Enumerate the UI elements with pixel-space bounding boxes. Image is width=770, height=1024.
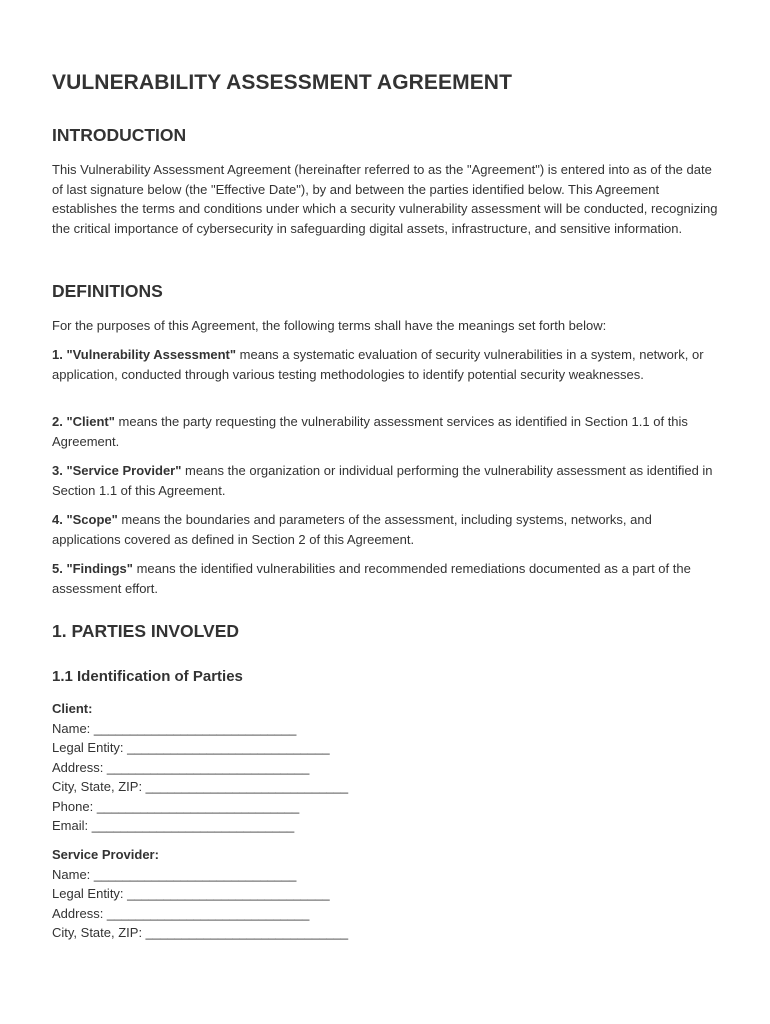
definition-term: 4. "Scope" xyxy=(52,512,118,527)
client-city-state-zip-field[interactable]: City, State, ZIP: ____________________________ xyxy=(52,779,349,794)
client-email-field[interactable]: Email: ____________________________ xyxy=(52,818,295,833)
definition-text: means a systematic evaluation of security vulnerabilities in a system, network, or application, conducted through various testing methodologies to identify potential security weaknesses. xyxy=(52,347,704,382)
definition-text: means the boundaries and parameters of the assessment, including systems, networks, and applications covered as defined in Section 2 of this Agreement. xyxy=(52,512,652,547)
identification-subheading: 1.1 Identification of Parties xyxy=(52,668,243,685)
definition-text: means the party requesting the vulnerability assessment services as identified in Section 1.1 of this Agreement. xyxy=(52,414,688,449)
definitions-heading: DEFINITIONS xyxy=(52,281,163,301)
provider-name-field[interactable]: Name: ____________________________ xyxy=(52,866,297,882)
document-title: VULNERABILITY ASSESSMENT AGREEMENT xyxy=(52,71,512,94)
client-phone-field[interactable]: Phone: ____________________________ xyxy=(52,798,300,814)
definition-term: 5. "Findings" xyxy=(52,561,133,576)
provider-legal-entity-field[interactable]: Legal Entity: ____________________________ xyxy=(52,886,330,901)
service-provider-block xyxy=(52,845,348,943)
client-label: Client: xyxy=(52,701,93,716)
introduction-heading: INTRODUCTION xyxy=(52,125,187,145)
introduction-paragraph: This Vulnerability Assessment Agreement (hereinafter referred to as the "Agreement") is entered into as of the date of last signature below (the "Effective Date"), by and between the parties identified below. This Agreement establishes the terms and conditions under which a security vulnerability assessment will be conducted, recognizing the critical importance of cybersecurity in safeguarding digital assets, infrastructure, and sensitive information. xyxy=(52,162,718,236)
definition-item xyxy=(52,461,720,500)
provider-city-state-zip-field[interactable]: City, State, ZIP: ____________________________ xyxy=(52,925,349,940)
definition-term: 1. "Vulnerability Assessment" xyxy=(52,347,237,362)
provider-address-field[interactable]: Address: ____________________________ xyxy=(52,905,310,921)
definition-item xyxy=(52,412,720,451)
definition-item xyxy=(52,345,720,384)
definitions-intro: For the purposes of this Agreement, the following terms shall have the meanings set forth below: xyxy=(52,318,607,333)
definition-term: 3. "Service Provider" xyxy=(52,463,182,478)
client-block xyxy=(52,699,348,836)
service-provider-label: Service Provider: xyxy=(52,847,159,862)
definition-term: 2. "Client" xyxy=(52,414,115,429)
definition-text: means the identified vulnerabilities and recommended remediations documented as a part of the assessment effort. xyxy=(52,561,691,596)
client-legal-entity-field[interactable]: Legal Entity: ____________________________ xyxy=(52,740,330,755)
parties-heading: 1. PARTIES INVOLVED xyxy=(52,621,240,641)
client-address-field[interactable]: Address: ____________________________ xyxy=(52,759,310,775)
client-name-field[interactable]: Name: ____________________________ xyxy=(52,720,297,736)
definition-item xyxy=(52,559,720,598)
definition-text: means the organization or individual performing the vulnerability assessment as identified in Section 1.1 of this Agreement. xyxy=(52,463,713,498)
definition-item xyxy=(52,510,720,549)
